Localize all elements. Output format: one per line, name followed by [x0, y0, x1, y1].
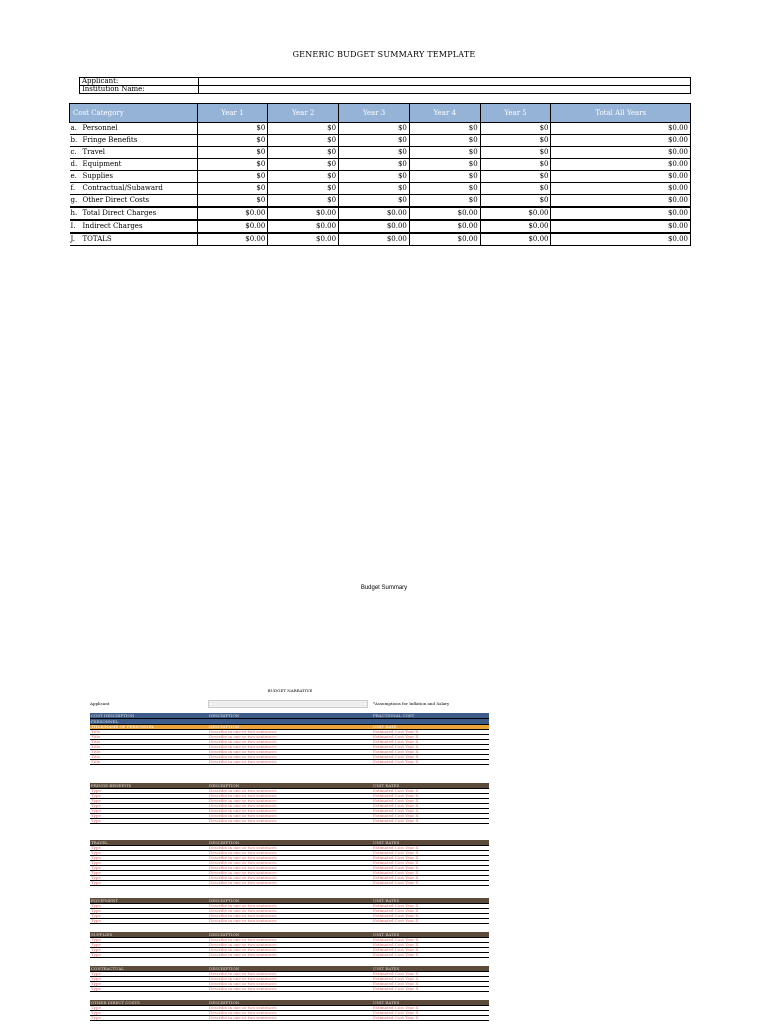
narrative-cell[interactable]: Describe in one or two sentences: [208, 866, 372, 871]
narrative-cell[interactable]: Estimated Cost Year X: [372, 861, 489, 866]
row-letter: f.: [70, 183, 81, 195]
table-cell[interactable]: $0: [339, 159, 410, 171]
narrative-cell[interactable]: Type: [90, 977, 208, 982]
table-cell[interactable]: $0: [480, 123, 551, 135]
budget-summary-table: [69, 103, 691, 246]
institution-row: [80, 86, 691, 94]
narrative-cell: DESCRIPTION: [208, 966, 372, 972]
narrative-section: [90, 783, 489, 824]
narrative-cell[interactable]: Title: [90, 750, 208, 755]
table-cell[interactable]: $0: [268, 171, 339, 183]
narrative-cell[interactable]: Title: [90, 745, 208, 750]
narrative-cell[interactable]: Estimated Cost Year X: [372, 760, 489, 765]
list-item: [90, 987, 489, 992]
narrative-cell[interactable]: Estimated Cost Year X: [372, 735, 489, 740]
narrative-cell[interactable]: Describe in one or two sentences: [208, 740, 372, 745]
narrative-cell[interactable]: Type: [90, 866, 208, 871]
narrative-cell[interactable]: Describe in one or two sentences: [208, 977, 372, 982]
narrative-cell: COST DESCRIPTION: [90, 713, 208, 719]
row-label: Total Direct Charges: [81, 207, 198, 220]
narrative-section: [90, 1000, 489, 1021]
table-cell[interactable]: $0.00: [409, 207, 480, 220]
table-cell[interactable]: $0: [480, 159, 551, 171]
table-cell[interactable]: $0.00: [551, 159, 691, 171]
narrative-cell: CONTRACTUAL: [90, 966, 208, 972]
table-cell[interactable]: $0: [339, 195, 410, 208]
table-row: [70, 123, 691, 135]
page-title: GENERIC BUDGET SUMMARY TEMPLATE: [292, 50, 476, 59]
narrative-cell[interactable]: Describe in one or two sentences: [208, 856, 372, 861]
narrative-cell[interactable]: Type: [90, 1011, 208, 1016]
narrative-cell[interactable]: Describe in one or two sentences: [208, 972, 372, 977]
narrative-cell: EQUIPMENT: [90, 898, 208, 904]
narrative-cell[interactable]: Type: [90, 799, 208, 804]
narrative-cell[interactable]: Describe in one or two sentences: [208, 760, 372, 765]
narrative-cell[interactable]: Type: [90, 904, 208, 909]
row-label: Equipment: [81, 159, 198, 171]
list-item: [90, 953, 489, 958]
narrative-cell[interactable]: Estimated Cost Year X: [372, 987, 489, 992]
table-row: [70, 183, 691, 195]
narrative-cell[interactable]: Title: [90, 735, 208, 740]
narrative-header: [90, 700, 490, 708]
narrative-cell[interactable]: Describe in one or two sentences: [208, 819, 372, 824]
narrative-cell[interactable]: Estimated Cost Year X: [372, 881, 489, 886]
narrative-cell[interactable]: Estimated Cost Year X: [372, 846, 489, 851]
list-item: [90, 919, 489, 924]
narrative-cell: DESCRIPTION: [208, 713, 372, 719]
narrative-cell[interactable]: Estimated Cost Year X: [372, 745, 489, 750]
table-cell[interactable]: $0.00: [197, 233, 268, 246]
table-row: [70, 147, 691, 159]
narrative-cell[interactable]: Describe in one or two sentences: [208, 804, 372, 809]
narrative-cell[interactable]: Type: [90, 909, 208, 914]
table-cell[interactable]: $0: [480, 147, 551, 159]
table-cell[interactable]: $0.00: [197, 207, 268, 220]
narrative-cell[interactable]: Describe in one or two sentences: [208, 1006, 372, 1011]
row-label: Personnel: [81, 123, 198, 135]
narrative-cell[interactable]: Estimated Cost Year X: [372, 904, 489, 909]
narrative-cell[interactable]: Estimated Cost Year X: [372, 953, 489, 958]
list-item: [90, 881, 489, 886]
table-row: [70, 135, 691, 147]
table-cell[interactable]: $0.00: [551, 147, 691, 159]
narrative-cell[interactable]: Title: [90, 730, 208, 735]
narrative-cell[interactable]: Estimated Cost Year X: [372, 755, 489, 760]
narrative-cell[interactable]: Estimated Cost Year X: [372, 851, 489, 856]
table-cell[interactable]: $0: [268, 159, 339, 171]
narrative-cell[interactable]: Describe in one or two sentences: [208, 919, 372, 924]
column-header: Cost Category: [70, 104, 198, 123]
narrative-cell[interactable]: Describe in one or two sentences: [208, 794, 372, 799]
table-cell[interactable]: $0: [480, 183, 551, 195]
narrative-cell: UNIT RATES: [372, 898, 489, 904]
narrative-cell: UNIT RATES: [372, 932, 489, 938]
table-cell[interactable]: $0.00: [339, 207, 410, 220]
table-cell[interactable]: $0.00: [339, 220, 410, 233]
narrative-cell[interactable]: Estimated Cost Year X: [372, 914, 489, 919]
narrative-cell[interactable]: Describe in one or two sentences: [208, 1011, 372, 1016]
table-row: [70, 159, 691, 171]
narrative-cell[interactable]: Type: [90, 789, 208, 794]
table-cell[interactable]: $0.00: [551, 220, 691, 233]
table-cell[interactable]: $0: [409, 171, 480, 183]
table-cell[interactable]: $0: [339, 171, 410, 183]
applicant-row: [80, 78, 691, 86]
list-item: [90, 760, 489, 765]
row-letter: g.: [70, 195, 81, 208]
table-cell[interactable]: $0: [409, 195, 480, 208]
table-cell[interactable]: $0: [197, 195, 268, 208]
row-letter: h.: [70, 207, 81, 220]
narrative-section: [90, 966, 489, 992]
table-cell[interactable]: $0.00: [480, 207, 551, 220]
narrative-cell[interactable]: Title: [90, 740, 208, 745]
applicant-value-cell[interactable]: [199, 78, 691, 86]
narrative-cell[interactable]: Type: [90, 856, 208, 861]
narrative-cell[interactable]: Type: [90, 987, 208, 992]
narrative-cell[interactable]: Estimated Cost Year X: [372, 856, 489, 861]
column-header: Total All Years: [551, 104, 691, 123]
narrative-cell[interactable]: Describe in one or two sentences: [208, 1016, 372, 1021]
narrative-cell: DESCRIPTION: [208, 725, 372, 730]
narrative-cell: TRAVEL: [90, 840, 208, 846]
row-letter: e.: [70, 171, 81, 183]
narrative-title: BUDGET NARRATIVE: [267, 688, 313, 693]
table-row: [70, 195, 691, 208]
row-label: Supplies: [81, 171, 198, 183]
narrative-cell[interactable]: Estimated Cost Year X: [372, 982, 489, 987]
sheet-label: Budget Summary: [360, 585, 408, 591]
table-cell[interactable]: $0: [480, 135, 551, 147]
narrative-cell: SUPPLIES: [90, 932, 208, 938]
narrative-cell[interactable]: Describe in one or two sentences: [208, 904, 372, 909]
narrative-section: [90, 898, 489, 924]
assumptions-note: *Assumptions for Inflation and Salary: [373, 701, 450, 706]
institution-label: Institution Name:: [80, 86, 199, 94]
narrative-cell[interactable]: Estimated Cost Year X: [372, 972, 489, 977]
narrative-cell[interactable]: Describe in one or two sentences: [208, 846, 372, 851]
table-cell[interactable]: $0: [480, 195, 551, 208]
narrative-cell[interactable]: Type: [90, 914, 208, 919]
narrative-cell[interactable]: Describe in one or two sentences: [208, 809, 372, 814]
narrative-cell[interactable]: Describe in one or two sentences: [208, 987, 372, 992]
column-header: Year 5: [480, 104, 551, 123]
narrative-cell[interactable]: Estimated Cost Year X: [372, 1016, 489, 1021]
table-row: [70, 220, 691, 233]
budget-header-row: [70, 104, 691, 123]
narrative-cell[interactable]: Type: [90, 1006, 208, 1011]
narrative-cell[interactable]: Estimated Cost Year X: [372, 819, 489, 824]
narrative-cell[interactable]: Type: [90, 943, 208, 948]
narrative-section: [90, 932, 489, 958]
table-cell[interactable]: $0: [197, 147, 268, 159]
table-cell[interactable]: $0.00: [268, 220, 339, 233]
narrative-cell: PERSONNEL: [90, 719, 208, 725]
narrative-cell[interactable]: Describe in one or two sentences: [208, 814, 372, 819]
narrative-cell[interactable]: Type: [90, 871, 208, 876]
table-cell[interactable]: $0.00: [551, 207, 691, 220]
narrative-cell[interactable]: Describe in one or two sentences: [208, 871, 372, 876]
narrative-section: [90, 840, 489, 886]
narrative-cell[interactable]: Type: [90, 809, 208, 814]
table-cell[interactable]: $0: [409, 183, 480, 195]
narrative-cell[interactable]: Estimated Cost Year X: [372, 809, 489, 814]
narrative-cell: UNIT RATES: [372, 1000, 489, 1006]
table-cell[interactable]: $0.00: [480, 233, 551, 246]
table-cell[interactable]: $0.00: [551, 123, 691, 135]
table-cell[interactable]: $0.00: [268, 233, 339, 246]
list-item: [90, 819, 489, 824]
narrative-cell[interactable]: Describe in one or two sentences: [208, 982, 372, 987]
narrative-cell[interactable]: Type: [90, 953, 208, 958]
table-cell[interactable]: $0: [197, 183, 268, 195]
narrative-cell: UNIT RATES: [372, 783, 489, 789]
narrative-cell[interactable]: Estimated Cost Year X: [372, 871, 489, 876]
table-cell[interactable]: $0.00: [480, 220, 551, 233]
applicant-info-table: [79, 77, 691, 94]
narrative-cell[interactable]: Estimated Cost Year X: [372, 948, 489, 953]
row-letter: b.: [70, 135, 81, 147]
narrative-cell[interactable]: Estimated Cost Year X: [372, 799, 489, 804]
narrative-cell[interactable]: Describe in one or two sentences: [208, 914, 372, 919]
table-cell[interactable]: $0: [197, 171, 268, 183]
table-cell[interactable]: $0.00: [409, 233, 480, 246]
table-cell[interactable]: $0.00: [551, 183, 691, 195]
institution-value-cell[interactable]: [199, 86, 691, 94]
table-cell[interactable]: $0: [197, 135, 268, 147]
row-letter: d.: [70, 159, 81, 171]
narrative-cell[interactable]: Estimated Cost Year X: [372, 1006, 489, 1011]
narrative-cell[interactable]: Describe in one or two sentences: [208, 943, 372, 948]
narrative-cell[interactable]: Estimated Cost Year X: [372, 789, 489, 794]
narrative-cell[interactable]: Type: [90, 861, 208, 866]
narrative-cell[interactable]: Estimated Cost Year X: [372, 814, 489, 819]
table-cell[interactable]: $0: [409, 159, 480, 171]
narrative-cell[interactable]: Estimated Cost Year X: [372, 943, 489, 948]
applicant-label: Applicant:: [80, 78, 199, 86]
narrative-cell[interactable]: Title: [90, 755, 208, 760]
table-cell[interactable]: $0.00: [409, 220, 480, 233]
list-item: [90, 1016, 489, 1021]
table-cell[interactable]: $0.00: [551, 233, 691, 246]
table-cell[interactable]: $0: [409, 135, 480, 147]
narrative-cell[interactable]: Estimated Cost Year X: [372, 730, 489, 735]
table-cell[interactable]: $0: [409, 123, 480, 135]
narrative-cell: DESCRIPTION: [208, 898, 372, 904]
row-label: Indirect Charges: [81, 220, 198, 233]
narrative-applicant-field[interactable]: [208, 700, 368, 708]
table-cell[interactable]: $0: [268, 147, 339, 159]
narrative-cell[interactable]: Type: [90, 846, 208, 851]
narrative-cell[interactable]: Describe in one or two sentences: [208, 938, 372, 943]
narrative-cell[interactable]: Estimated Cost Year X: [372, 876, 489, 881]
narrative-cell[interactable]: Describe in one or two sentences: [208, 851, 372, 856]
table-cell[interactable]: $0: [339, 147, 410, 159]
table-cell[interactable]: $0.00: [551, 171, 691, 183]
table-cell[interactable]: $0: [197, 123, 268, 135]
narrative-cell[interactable]: Type: [90, 919, 208, 924]
narrative-cell[interactable]: Estimated Cost Year X: [372, 804, 489, 809]
row-letter: c.: [70, 147, 81, 159]
row-label: Travel: [81, 147, 198, 159]
narrative-cell[interactable]: Describe in one or two sentences: [208, 909, 372, 914]
table-cell[interactable]: $0.00: [197, 220, 268, 233]
narrative-cell[interactable]: Describe in one or two sentences: [208, 799, 372, 804]
narrative-cell[interactable]: Describe in one or two sentences: [208, 948, 372, 953]
narrative-cell[interactable]: Estimated Cost Year X: [372, 919, 489, 924]
narrative-cell: DESCRIPTION: [208, 840, 372, 846]
table-cell[interactable]: $0: [480, 171, 551, 183]
narrative-cell[interactable]: Title: [90, 760, 208, 765]
row-label: Other Direct Costs: [81, 195, 198, 208]
narrative-cell[interactable]: Type: [90, 814, 208, 819]
narrative-cell[interactable]: Type: [90, 881, 208, 886]
narrative-cell[interactable]: Describe in one or two sentences: [208, 881, 372, 886]
narrative-cell[interactable]: Type: [90, 804, 208, 809]
table-row: [70, 207, 691, 220]
narrative-cell[interactable]: Estimated Cost Year X: [372, 750, 489, 755]
narrative-cell[interactable]: Type: [90, 851, 208, 856]
table-row: [70, 233, 691, 246]
row-label: Contractual/Subaward: [81, 183, 198, 195]
narrative-cell[interactable]: Describe in one or two sentences: [208, 735, 372, 740]
table-cell[interactable]: $0: [268, 195, 339, 208]
narrative-cell[interactable]: Type: [90, 938, 208, 943]
table-cell[interactable]: $0: [339, 123, 410, 135]
row-letter: I.: [70, 220, 81, 233]
narrative-cell[interactable]: Estimated Cost Year X: [372, 794, 489, 799]
table-cell[interactable]: $0.00: [551, 135, 691, 147]
narrative-cell[interactable]: Describe in one or two sentences: [208, 750, 372, 755]
narrative-applicant-label: Applicant: [90, 701, 110, 706]
column-header: Year 3: [339, 104, 410, 123]
narrative-cell[interactable]: Estimated Cost Year X: [372, 866, 489, 871]
narrative-cell: DESCRIPTION: [208, 783, 372, 789]
narrative-cell[interactable]: Estimated Cost Year X: [372, 938, 489, 943]
narrative-cell[interactable]: Describe in one or two sentences: [208, 953, 372, 958]
table-cell[interactable]: $0.00: [339, 233, 410, 246]
table-cell[interactable]: $0.00: [551, 195, 691, 208]
table-cell[interactable]: $0: [409, 147, 480, 159]
row-letter: J.: [70, 233, 81, 246]
narrative-cell[interactable]: Estimated Cost Year X: [372, 977, 489, 982]
table-cell[interactable]: $0: [339, 135, 410, 147]
narrative-cell: TITLE/NAME OF PERSONNEL: [90, 725, 208, 730]
narrative-cell: OTHER DIRECT COSTS: [90, 1000, 208, 1006]
narrative-cell[interactable]: Describe in one or two sentences: [208, 861, 372, 866]
narrative-cell: DESCRIPTION: [208, 932, 372, 938]
narrative-cell: FRINGE BENEFITS: [90, 783, 208, 789]
table-row: [70, 171, 691, 183]
narrative-cell[interactable]: Describe in one or two sentences: [208, 789, 372, 794]
row-label: TOTALS: [81, 233, 198, 246]
row-label: Fringe Benefits: [81, 135, 198, 147]
narrative-cell[interactable]: Describe in one or two sentences: [208, 745, 372, 750]
narrative-cell[interactable]: Type: [90, 876, 208, 881]
budget-body: [70, 123, 691, 246]
table-cell[interactable]: $0: [268, 183, 339, 195]
table-cell[interactable]: $0: [339, 183, 410, 195]
narrative-cell[interactable]: Describe in one or two sentences: [208, 730, 372, 735]
table-cell[interactable]: $0: [197, 159, 268, 171]
narrative-cell: UNIT RATE: [372, 725, 489, 730]
narrative-cell[interactable]: Describe in one or two sentences: [208, 876, 372, 881]
column-header: Year 2: [268, 104, 339, 123]
narrative-cell: UNIT RATES: [372, 966, 489, 972]
narrative-cell[interactable]: Estimated Cost Year X: [372, 1011, 489, 1016]
narrative-cell: DESCRIPTION: [208, 1000, 372, 1006]
narrative-cell[interactable]: Estimated Cost Year X: [372, 740, 489, 745]
column-header: Year 4: [409, 104, 480, 123]
narrative-cell[interactable]: Estimated Cost Year X: [372, 909, 489, 914]
narrative-cell[interactable]: Type: [90, 982, 208, 987]
narrative-cell[interactable]: Type: [90, 948, 208, 953]
narrative-section: [90, 713, 489, 765]
narrative-cell[interactable]: Type: [90, 1016, 208, 1021]
table-cell[interactable]: $0: [268, 135, 339, 147]
narrative-cell: UNIT RATES: [372, 840, 489, 846]
narrative-cell[interactable]: Type: [90, 819, 208, 824]
narrative-cell: FRACTIONAL COST: [372, 713, 489, 719]
column-header: Year 1: [197, 104, 268, 123]
narrative-cell[interactable]: Describe in one or two sentences: [208, 755, 372, 760]
table-cell[interactable]: $0.00: [268, 207, 339, 220]
table-cell[interactable]: $0: [268, 123, 339, 135]
row-letter: a.: [70, 123, 81, 135]
narrative-cell[interactable]: Type: [90, 972, 208, 977]
narrative-cell[interactable]: Type: [90, 794, 208, 799]
